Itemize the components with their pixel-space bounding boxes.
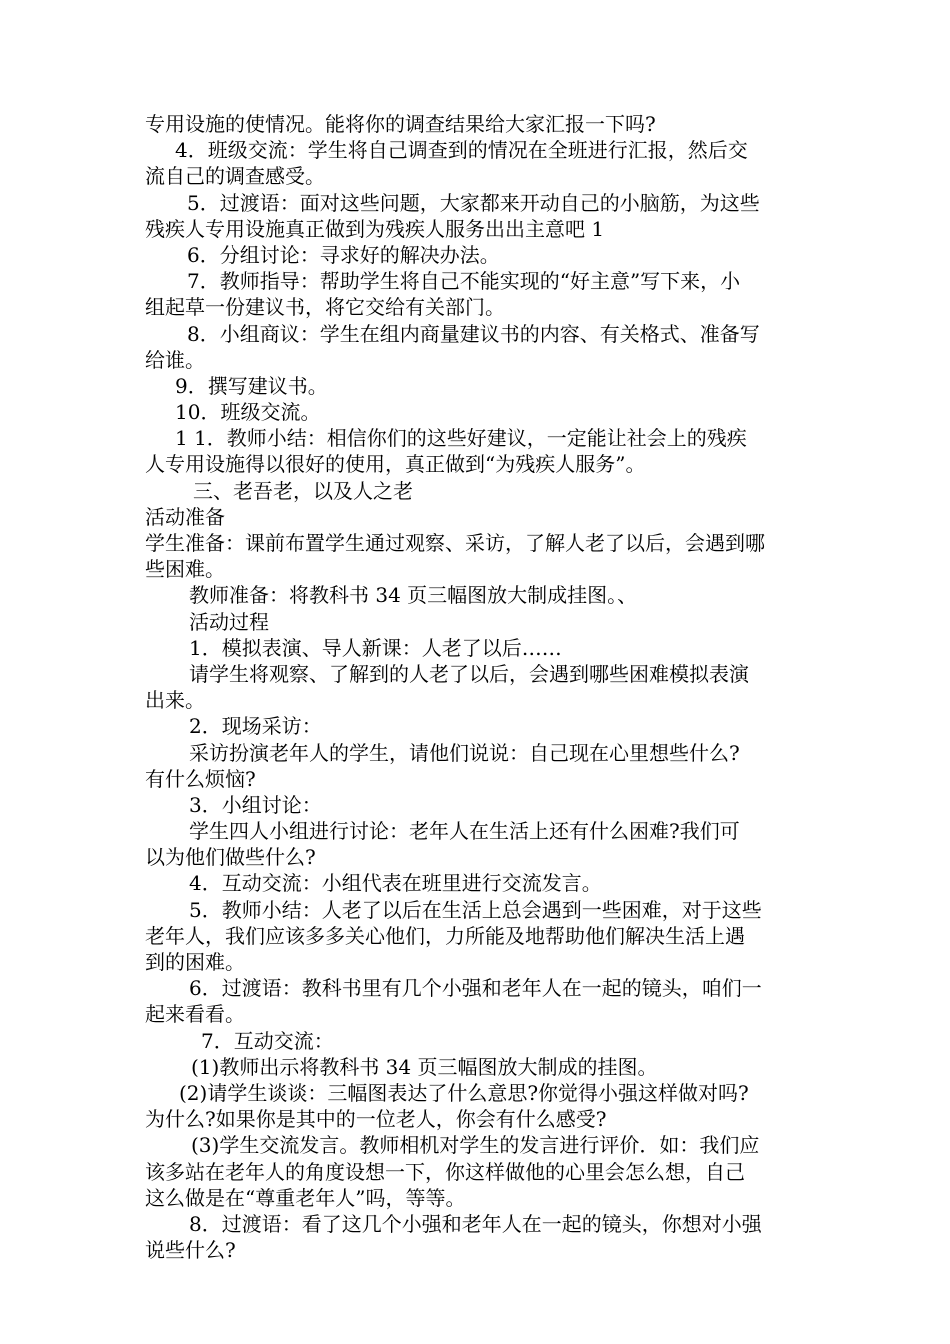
text-line: 些困难。 xyxy=(145,557,225,582)
text-line: 这么做是在“尊重老年人”吗，等等。 xyxy=(145,1185,466,1210)
text-line: 以为他们做些什么? xyxy=(145,845,316,870)
text-line: 活动准备 xyxy=(145,504,225,529)
document-body xyxy=(145,111,810,1263)
text-line: 9．撰写建议书。 xyxy=(175,373,328,398)
text-line: 学生准备：课前布置学生通过观察、采访，了解人老了以后，会遇到哪 xyxy=(145,531,765,555)
text-line: 有什么烦恼? xyxy=(145,766,256,791)
text-line: 该多站在老年人的角度设想一下，你这样做他的心里会怎么想，自己 xyxy=(145,1159,745,1184)
text-line: 说些什么? xyxy=(145,1238,236,1263)
text-line: 给谁。 xyxy=(145,347,205,372)
text-line: 8．小组商议：学生在组内商量建议书的内容、有关格式、准备写 xyxy=(187,321,760,346)
text-line: 组起草一份建议书，将它交给有关部门。 xyxy=(145,295,505,320)
text-line: 出来。 xyxy=(145,688,205,713)
text-line: 7．教师指导：帮助学生将自己不能实现的“好主意”写下来，小 xyxy=(187,269,741,294)
text-line: 流自己的调查感受。 xyxy=(145,164,325,189)
text-line: 10．班级交流。 xyxy=(175,400,321,425)
text-line: 1．模拟表演、导人新课：人老了以后…… xyxy=(189,635,562,660)
text-line: 老年人，我们应该多多关心他们，力所能及地帮助他们解决生活上遇 xyxy=(145,923,745,948)
text-line: 到的困难。 xyxy=(145,950,245,974)
text-line: 起来看看。 xyxy=(145,1002,245,1027)
text-line: (1)教师出示将教科书 34 页三幅图放大制成的挂图。 xyxy=(191,1054,658,1079)
text-line: 学生四人小组进行讨论：老年人在生活上还有什么困难?我们可 xyxy=(189,819,740,844)
text-line: 活动过程 xyxy=(189,609,269,634)
text-line: 请学生将观察、了解到的人老了以后，会遇到哪些困难模拟表演 xyxy=(189,661,749,686)
text-line: 6．过渡语：教科书里有几个小强和老年人在一起的镜头，咱们一 xyxy=(189,976,762,1001)
text-line: 三、老吾老，以及人之老 xyxy=(193,478,413,503)
text-line: 7．互动交流： xyxy=(201,1028,334,1053)
text-line: 专用设施的使情况。能将你的调查结果给大家汇报一下吗? xyxy=(145,112,656,136)
text-line: 2．现场采访： xyxy=(189,714,322,739)
text-line: (3)学生交流发言。教师相机对学生的发言进行评价．如：我们应 xyxy=(191,1133,760,1158)
text-line: 人专用设施得以很好的使用，真正做到“为残疾人服务”。 xyxy=(145,452,646,477)
text-line: 采访扮演老年人的学生，请他们说说：自己现在心里想些什么? xyxy=(189,740,740,765)
text-line: 4．互动交流：小组代表在班里进行交流发言。 xyxy=(189,871,602,896)
text-line: 教师准备：将教科书 34 页三幅图放大制成挂图。、 xyxy=(189,583,638,608)
text-line: 3．小组讨论： xyxy=(189,792,322,817)
text-line: 5．过渡语：面对这些问题，大家都来开动自己的小脑筋，为这些 xyxy=(187,190,760,215)
text-line: 1 1．教师小结：相信你们的这些好建议，一定能让社会上的残疾 xyxy=(175,426,747,451)
text-line: 5．教师小结：人老了以后在生活上总会遇到一些困难，对于这些 xyxy=(189,897,762,922)
text-line: (2)请学生谈谈：三幅图表达了什么意思?你觉得小强这样做对吗? xyxy=(179,1080,749,1105)
text-line: 8．过渡语：看了这几个小强和老年人在一起的镜头，你想对小强 xyxy=(189,1211,762,1236)
text-line: 6．分组讨论：寻求好的解决办法。 xyxy=(187,242,500,267)
text-line: 残疾人专用设施真正做到为残疾人服务出出主意吧 1 xyxy=(145,216,605,241)
text-line: 为什么?如果你是其中的一位老人，你会有什么感受? xyxy=(145,1107,607,1132)
text-line: 4．班级交流：学生将自己调查到的情况在全班进行汇报，然后交 xyxy=(175,138,748,163)
